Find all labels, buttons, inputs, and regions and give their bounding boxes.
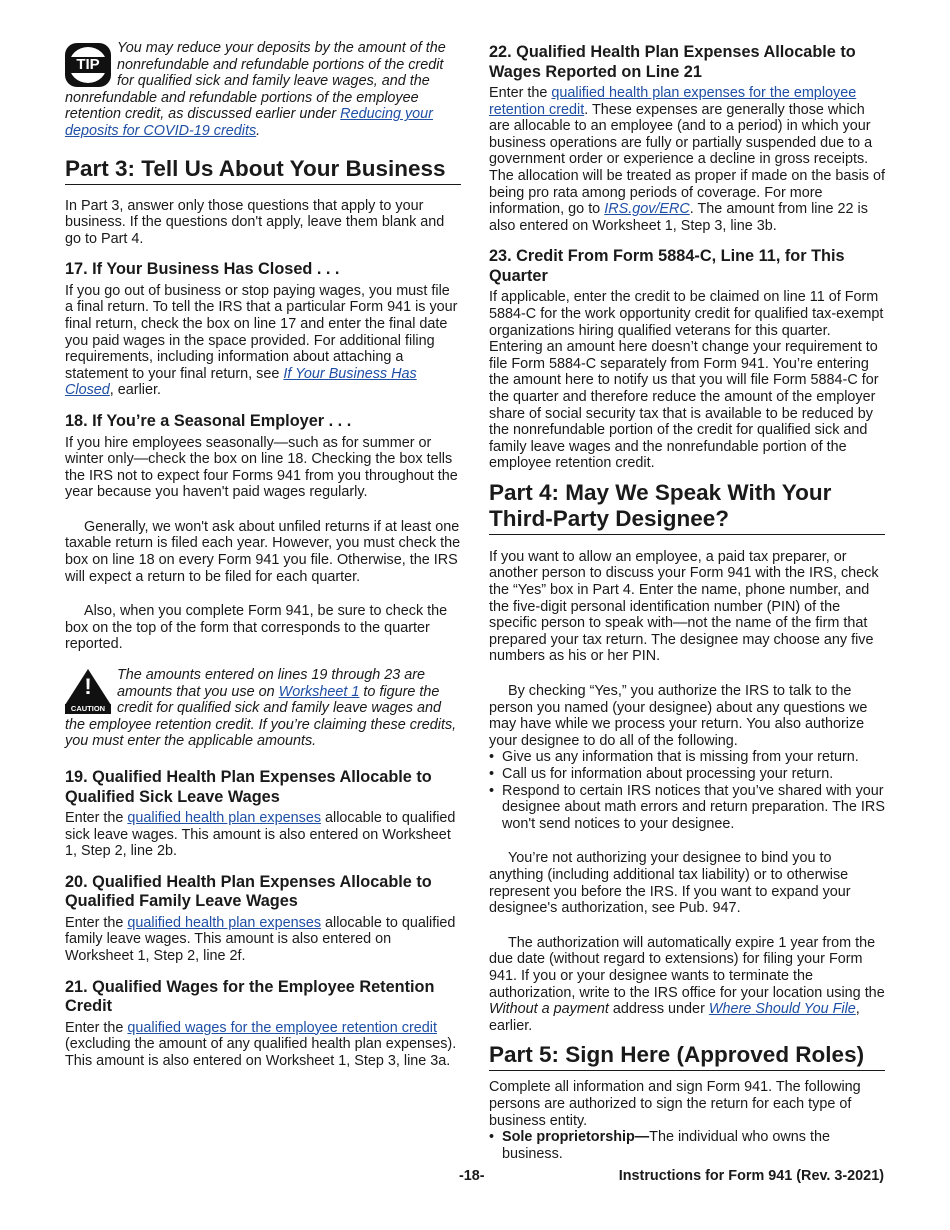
section-19 (65, 768, 461, 860)
left-column (65, 40, 461, 1069)
section-21-text: Enter the qualified wages for the employee retention credit (excluding the amount of any qualified health plan expenses). This amount is also entered on Worksheet 1, Step 3, line 3a. (65, 1019, 457, 1069)
section-18-p2: Generally, we won't ask about unfiled returns if at least one taxable return is filed each year. However, you must check the box on line 18 on every Form 941 you file. Otherwise, the IRS will expect a return to be filed for each quarter. (65, 518, 461, 585)
section-22 (489, 43, 885, 234)
document-title-footer: Instructions for Form 941 (Rev. 3-2021) (618, 1168, 884, 1184)
section-23-heading: 23. Credit From Form 5884-C, Line 11, for This Quarter (489, 247, 845, 285)
part5-p1: Complete all information and sign Form 941. The following persons are authorized to sign the return for each type of business entity. (489, 1079, 861, 1129)
link-qhpe-sick[interactable]: qualified health plan expenses (127, 810, 322, 826)
part5-heading: Part 5: Sign Here (Approved Roles) (489, 1042, 885, 1071)
section-18-p1: If you hire employees seasonally—such as for summer or winter only—check the box on line 18. Checking the box tells the IRS not to expect four Forms 941 from you throughout the year because you haven't paid wages regularly. (65, 434, 458, 501)
section-18-p3: Also, when you complete Form 941, be sure to check the box on the top of the form that corresponds to the quarter reported. (65, 603, 448, 653)
part4-bullet-2: • Call us for information about processing your return. (489, 766, 834, 782)
link-qhpe-family[interactable]: qualified health plan expenses (127, 914, 322, 931)
section-18-heading: 18. If You’re a Seasonal Employer . . . (65, 412, 352, 430)
section-23-text: If applicable, enter the credit to be claimed on line 11 of Form 5884-C for the work opportunity credit for qualified tax-exempt organizations hiring qualified veterans for this quarter. Entering an amount here doesn’t change your requirement to file Form 5884-C separately from Form 941. You’re entering the amount here to notify us that you will file Form 5884-C for the quarter and therefore reduce the amount of the employer share of social security tax that is available to be reduced by the nonrefundable portion of the credit for qualified sick and family leave wages and the nonrefundable portion of the employee retention credit. (489, 289, 884, 472)
part3-heading: Part 3: Tell Us About Your Business (65, 156, 461, 185)
link-qhpe-erc[interactable]: qualified health plan expenses for the employee retention credit (489, 85, 857, 118)
link-reducing-deposits[interactable]: Reducing your deposits for COVID-19 credits (65, 106, 433, 139)
section-20 (65, 873, 461, 965)
part5-bullet-sole-proprietorship: • Sole proprietorship—The individual who owns the business. (489, 1129, 830, 1162)
link-if-business-closed[interactable]: If Your Business Has Closed (65, 365, 417, 399)
section-20-text: Enter the qualified health plan expenses allocable to qualified family leave wages. This amount is also entered on Worksheet 1, Step 2, line 2f. (65, 914, 456, 964)
tip-icon: TIP (65, 43, 111, 87)
part4-heading: Part 4: May We Speak With Your Third-Party Designee? (489, 480, 885, 535)
section-22-heading: 22. Qualified Health Plan Expenses Allocable to Wages Reported on Line 21 (489, 43, 856, 81)
caution-text: The amounts entered on lines 19 through 23 are amounts that you use on Worksheet 1 to figure the credit for qualified sick and family leave wages and the employee retention credit. If you’re claiming these credits, you must enter the applicable amounts. (65, 667, 457, 750)
right-column (489, 43, 885, 1162)
section-17 (65, 260, 461, 399)
section-23 (489, 247, 885, 472)
section-19-text: Enter the qualified health plan expenses allocable to qualified sick leave wages. This amount is also entered on Worksheet 1, Step 2, line 2b. (65, 810, 456, 860)
link-irs-gov-erc[interactable]: IRS.gov/ERC (604, 201, 690, 218)
section-21-heading: 21. Qualified Wages for the Employee Retention Credit (65, 977, 435, 1016)
caution-icon: ! CAUTION (65, 669, 111, 715)
tip-note (65, 40, 461, 140)
section-18 (65, 412, 461, 653)
tip-text: You may reduce your deposits by the amount of the nonrefundable and refundable portions of the credit for qualified sick and family leave wages, and the nonrefundable and refundable portions of the employee retention credit, as discussed earlier under Reducing your deposits for COVID-19 credits. (65, 40, 446, 139)
link-qualified-wages-erc[interactable]: qualified wages for the employee retention credit (127, 1019, 437, 1036)
caution-note (65, 667, 461, 750)
part4-p2: By checking “Yes,” you authorize the IRS to talk to the person you named (your designee) about any questions we may have while we process your return. You also authorize your designee to do all of the following. (489, 683, 868, 749)
link-where-should-you-file[interactable]: Where Should You File (708, 1001, 856, 1018)
section-17-text: If you go out of business or stop paying wages, you must file a final return. To tell the IRS that a particular Form 941 is your final return, check the box on line 17 and enter the final date you paid wages in the space provided. For additional filing requirements, including information about attaching a statement to your final return, see If Your Business Has Closed, earlier. (65, 282, 458, 399)
section-22-text: Enter the qualified health plan expenses for the employee retention credit. These expenses are generally those which are allocable to an employee (and to a period) in which your business operations are fully or partially suspended due to a government order or experience a decline in gross receipts. The allocation will be treated as proper if made on the basis of being pro rata among periods of coverage. For more information, go to IRS.gov/ERC. The amount from line 22 is also entered on Worksheet 1, Step 3, line 3b. (489, 85, 885, 234)
section-19-heading: 19. Qualified Health Plan Expenses Allocable to Qualified Sick Leave Wages (65, 768, 432, 806)
part4-bullet-3: • Respond to certain IRS notices that you’ve shared with your designee about math errors and return preparation. The IRS won't send notices to your designee. (489, 782, 885, 832)
section-20-heading: 20. Qualified Health Plan Expenses Allocable to Qualified Family Leave Wages (65, 872, 432, 911)
part3-intro: In Part 3, answer only those questions that apply to your business. If the questions don't apply, leave them blank and go to Part 4. (65, 197, 445, 247)
section-17-heading: 17. If Your Business Has Closed . . . (65, 260, 340, 279)
part4-p3: You’re not authorizing your designee to bind you to anything (including additional tax liability) or to otherwise represent you before the IRS. If you want to expand your designee's authorization, see Pub. 947. (489, 850, 851, 917)
part4-bullet-1: • Give us any information that is missing from your return. (489, 749, 859, 766)
section-21 (65, 978, 461, 1070)
link-worksheet-1[interactable]: Worksheet 1 (278, 683, 360, 700)
part4-p4: The authorization will automatically expire 1 year from the due date (without regard to extensions) for filing your Form 941. If you or your designee wants to terminate the authorization, write to the IRS office for your location using the Without a payment address under Where Should You File, earlier. (489, 934, 885, 1034)
part4-p1: If you want to allow an employee, a paid tax preparer, or another person to discuss your Form 941 with the IRS, check the “Yes” box in Part 4. Enter the name, phone number, and the five-digit personal identification number (PIN) of the specific person to speak with—not the name of the firm that prepared your tax return. The designee may choose any five numbers as his or her PIN. (489, 548, 879, 665)
page-number: -18- (459, 1168, 485, 1184)
